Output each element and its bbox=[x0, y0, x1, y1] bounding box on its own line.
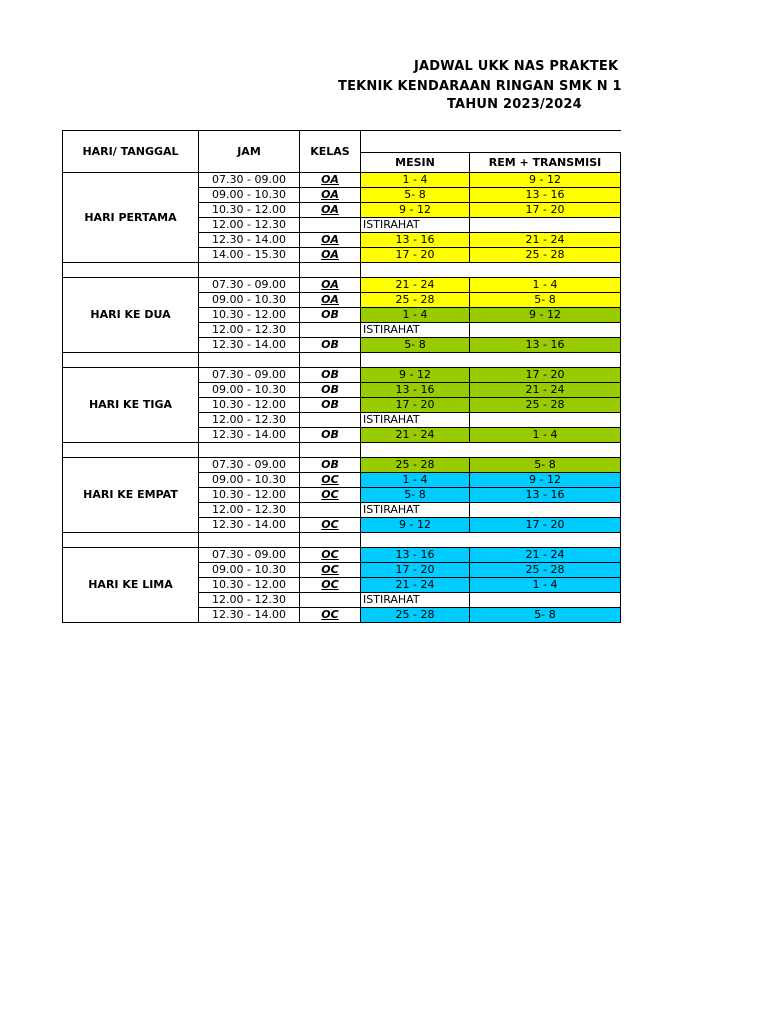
jam-cell: 12.00 - 12.30 bbox=[199, 413, 300, 428]
header-jam: JAM bbox=[199, 131, 300, 173]
mesin-cell: 21 - 24 bbox=[361, 278, 470, 293]
rem-transmisi-cell: 13 - 16 bbox=[470, 488, 621, 503]
kelas-cell: OC bbox=[300, 548, 361, 563]
kelas-cell-empty bbox=[300, 593, 361, 608]
rem-transmisi-cell: 9 - 12 bbox=[470, 473, 621, 488]
jam-cell: 09.00 - 10.30 bbox=[199, 473, 300, 488]
table-row bbox=[63, 368, 621, 383]
istirahat-label: ISTIRAHAT bbox=[361, 413, 470, 428]
mesin-cell: 9 - 12 bbox=[361, 368, 470, 383]
kelas-cell: OA bbox=[300, 203, 361, 218]
title-line-3: TAHUN 2023/2024 bbox=[447, 97, 582, 112]
header-mesin: MESIN bbox=[361, 153, 470, 173]
spacer-cell bbox=[361, 263, 470, 278]
spacer-row bbox=[63, 353, 621, 368]
kelas-cell: OC bbox=[300, 608, 361, 623]
rem-transmisi-cell: 9 - 12 bbox=[470, 308, 621, 323]
jam-cell: 12.30 - 14.00 bbox=[199, 428, 300, 443]
header-hari: HARI/ TANGGAL bbox=[63, 131, 199, 173]
spacer-cell bbox=[470, 263, 621, 278]
mesin-cell: 9 - 12 bbox=[361, 203, 470, 218]
mesin-cell: 1 - 4 bbox=[361, 473, 470, 488]
rem-transmisi-cell: 21 - 24 bbox=[470, 383, 621, 398]
header-rem-transmisi: REM + TRANSMISI bbox=[470, 153, 621, 173]
spacer-row bbox=[63, 533, 621, 548]
istirahat-label: ISTIRAHAT bbox=[361, 323, 470, 338]
jam-cell: 12.30 - 14.00 bbox=[199, 608, 300, 623]
jam-cell: 12.30 - 14.00 bbox=[199, 338, 300, 353]
rem-cell-empty bbox=[470, 413, 621, 428]
kelas-cell-empty bbox=[300, 323, 361, 338]
istirahat-label: ISTIRAHAT bbox=[361, 593, 470, 608]
istirahat-label: ISTIRAHAT bbox=[361, 218, 470, 233]
kelas-cell: OB bbox=[300, 398, 361, 413]
jam-cell: 07.30 - 09.00 bbox=[199, 278, 300, 293]
rem-transmisi-cell: 25 - 28 bbox=[470, 398, 621, 413]
table-row bbox=[63, 278, 621, 293]
jam-cell: 09.00 - 10.30 bbox=[199, 383, 300, 398]
spacer-cell bbox=[470, 533, 621, 548]
spacer-cell bbox=[199, 443, 300, 458]
mesin-cell: 5- 8 bbox=[361, 338, 470, 353]
mesin-cell: 13 - 16 bbox=[361, 383, 470, 398]
title-line-1: JADWAL UKK NAS PRAKTEK bbox=[414, 59, 619, 74]
jam-cell: 09.00 - 10.30 bbox=[199, 293, 300, 308]
jam-cell: 10.30 - 12.00 bbox=[199, 398, 300, 413]
mesin-cell: 5- 8 bbox=[361, 488, 470, 503]
jam-cell: 12.00 - 12.30 bbox=[199, 503, 300, 518]
jam-cell: 07.30 - 09.00 bbox=[199, 173, 300, 188]
rem-transmisi-cell: 5- 8 bbox=[470, 608, 621, 623]
day-label: HARI KE LIMA bbox=[63, 548, 199, 623]
mesin-cell: 25 - 28 bbox=[361, 608, 470, 623]
jam-cell: 14.00 - 15.30 bbox=[199, 248, 300, 263]
mesin-cell: 17 - 20 bbox=[361, 248, 470, 263]
rem-transmisi-cell: 13 - 16 bbox=[470, 188, 621, 203]
mesin-cell: 25 - 28 bbox=[361, 293, 470, 308]
rem-transmisi-cell: 17 - 20 bbox=[470, 203, 621, 218]
mesin-cell: 17 - 20 bbox=[361, 398, 470, 413]
rem-transmisi-cell: 9 - 12 bbox=[470, 173, 621, 188]
rem-transmisi-cell: 25 - 28 bbox=[470, 563, 621, 578]
mesin-cell: 1 - 4 bbox=[361, 173, 470, 188]
mesin-cell: 13 - 16 bbox=[361, 548, 470, 563]
spacer-cell bbox=[300, 533, 361, 548]
jam-cell: 09.00 - 10.30 bbox=[199, 563, 300, 578]
spacer-cell bbox=[470, 353, 621, 368]
kelas-cell: OA bbox=[300, 278, 361, 293]
table-row bbox=[63, 458, 621, 473]
kelas-cell-empty bbox=[300, 218, 361, 233]
mesin-cell: 9 - 12 bbox=[361, 518, 470, 533]
kelas-cell: OB bbox=[300, 383, 361, 398]
rem-transmisi-cell: 25 - 28 bbox=[470, 248, 621, 263]
jam-cell: 10.30 - 12.00 bbox=[199, 488, 300, 503]
kelas-cell-empty bbox=[300, 503, 361, 518]
kelas-cell: OA bbox=[300, 188, 361, 203]
jam-cell: 07.30 - 09.00 bbox=[199, 548, 300, 563]
mesin-cell: 5- 8 bbox=[361, 188, 470, 203]
istirahat-label: ISTIRAHAT bbox=[361, 503, 470, 518]
rem-cell-empty bbox=[470, 323, 621, 338]
rem-cell-empty bbox=[470, 593, 621, 608]
kelas-cell: OC bbox=[300, 563, 361, 578]
table-row bbox=[63, 173, 621, 188]
kelas-cell: OC bbox=[300, 518, 361, 533]
kelas-cell: OB bbox=[300, 428, 361, 443]
rem-transmisi-cell: 1 - 4 bbox=[470, 578, 621, 593]
rem-transmisi-cell: 17 - 20 bbox=[470, 518, 621, 533]
mesin-cell: 17 - 20 bbox=[361, 563, 470, 578]
rem-transmisi-cell: 1 - 4 bbox=[470, 278, 621, 293]
jam-cell: 09.00 - 10.30 bbox=[199, 188, 300, 203]
day-label: HARI KE EMPAT bbox=[63, 458, 199, 533]
jam-cell: 10.30 - 12.00 bbox=[199, 308, 300, 323]
spacer-row bbox=[63, 263, 621, 278]
rem-transmisi-cell: 21 - 24 bbox=[470, 233, 621, 248]
mesin-cell: 21 - 24 bbox=[361, 428, 470, 443]
spacer-cell bbox=[63, 443, 199, 458]
mesin-cell: 21 - 24 bbox=[361, 578, 470, 593]
spacer-cell bbox=[199, 533, 300, 548]
rem-transmisi-cell: 13 - 16 bbox=[470, 338, 621, 353]
spacer-cell bbox=[361, 533, 470, 548]
rem-cell-empty bbox=[470, 503, 621, 518]
rem-transmisi-cell: 21 - 24 bbox=[470, 548, 621, 563]
spacer-cell bbox=[300, 353, 361, 368]
mesin-cell: 25 - 28 bbox=[361, 458, 470, 473]
spacer-cell bbox=[63, 353, 199, 368]
spacer-row bbox=[63, 443, 621, 458]
kelas-cell: OA bbox=[300, 293, 361, 308]
rem-transmisi-cell: 5- 8 bbox=[470, 293, 621, 308]
spacer-cell bbox=[300, 443, 361, 458]
mesin-cell: 13 - 16 bbox=[361, 233, 470, 248]
rem-transmisi-cell: 5- 8 bbox=[470, 458, 621, 473]
spacer-cell bbox=[199, 353, 300, 368]
rem-transmisi-cell: 17 - 20 bbox=[470, 368, 621, 383]
rem-cell-empty bbox=[470, 218, 621, 233]
kelas-cell: OB bbox=[300, 368, 361, 383]
rem-transmisi-cell: 1 - 4 bbox=[470, 428, 621, 443]
day-label: HARI KE DUA bbox=[63, 278, 199, 353]
jam-cell: 12.00 - 12.30 bbox=[199, 593, 300, 608]
kelas-cell: OC bbox=[300, 473, 361, 488]
schedule-table bbox=[62, 130, 621, 623]
kelas-cell: OB bbox=[300, 308, 361, 323]
kelas-cell: OA bbox=[300, 173, 361, 188]
jam-cell: 07.30 - 09.00 bbox=[199, 458, 300, 473]
spacer-cell bbox=[470, 443, 621, 458]
jam-cell: 10.30 - 12.00 bbox=[199, 203, 300, 218]
spacer-cell bbox=[361, 353, 470, 368]
jam-cell: 12.00 - 12.30 bbox=[199, 323, 300, 338]
kelas-cell: OC bbox=[300, 488, 361, 503]
jam-cell: 12.30 - 14.00 bbox=[199, 518, 300, 533]
jam-cell: 07.30 - 09.00 bbox=[199, 368, 300, 383]
kelas-cell: OC bbox=[300, 578, 361, 593]
jam-cell: 12.30 - 14.00 bbox=[199, 233, 300, 248]
spacer-cell bbox=[63, 533, 199, 548]
spacer-cell bbox=[199, 263, 300, 278]
title-line-2: TEKNIK KENDARAAN RINGAN SMK N 1 bbox=[338, 79, 622, 94]
spacer-cell bbox=[63, 263, 199, 278]
header-kelas: KELAS bbox=[300, 131, 361, 173]
day-label: HARI KE TIGA bbox=[63, 368, 199, 443]
mesin-cell: 1 - 4 bbox=[361, 308, 470, 323]
kelas-cell: OB bbox=[300, 458, 361, 473]
kelas-cell: OA bbox=[300, 233, 361, 248]
jam-cell: 12.00 - 12.30 bbox=[199, 218, 300, 233]
kelas-cell: OA bbox=[300, 248, 361, 263]
schedule-body bbox=[63, 131, 621, 623]
kelas-cell-empty bbox=[300, 413, 361, 428]
spacer-cell bbox=[300, 263, 361, 278]
day-label: HARI PERTAMA bbox=[63, 173, 199, 263]
kelas-cell: OB bbox=[300, 338, 361, 353]
table-row bbox=[63, 548, 621, 563]
spacer-cell bbox=[361, 443, 470, 458]
jam-cell: 10.30 - 12.00 bbox=[199, 578, 300, 593]
header-blank bbox=[361, 131, 621, 153]
